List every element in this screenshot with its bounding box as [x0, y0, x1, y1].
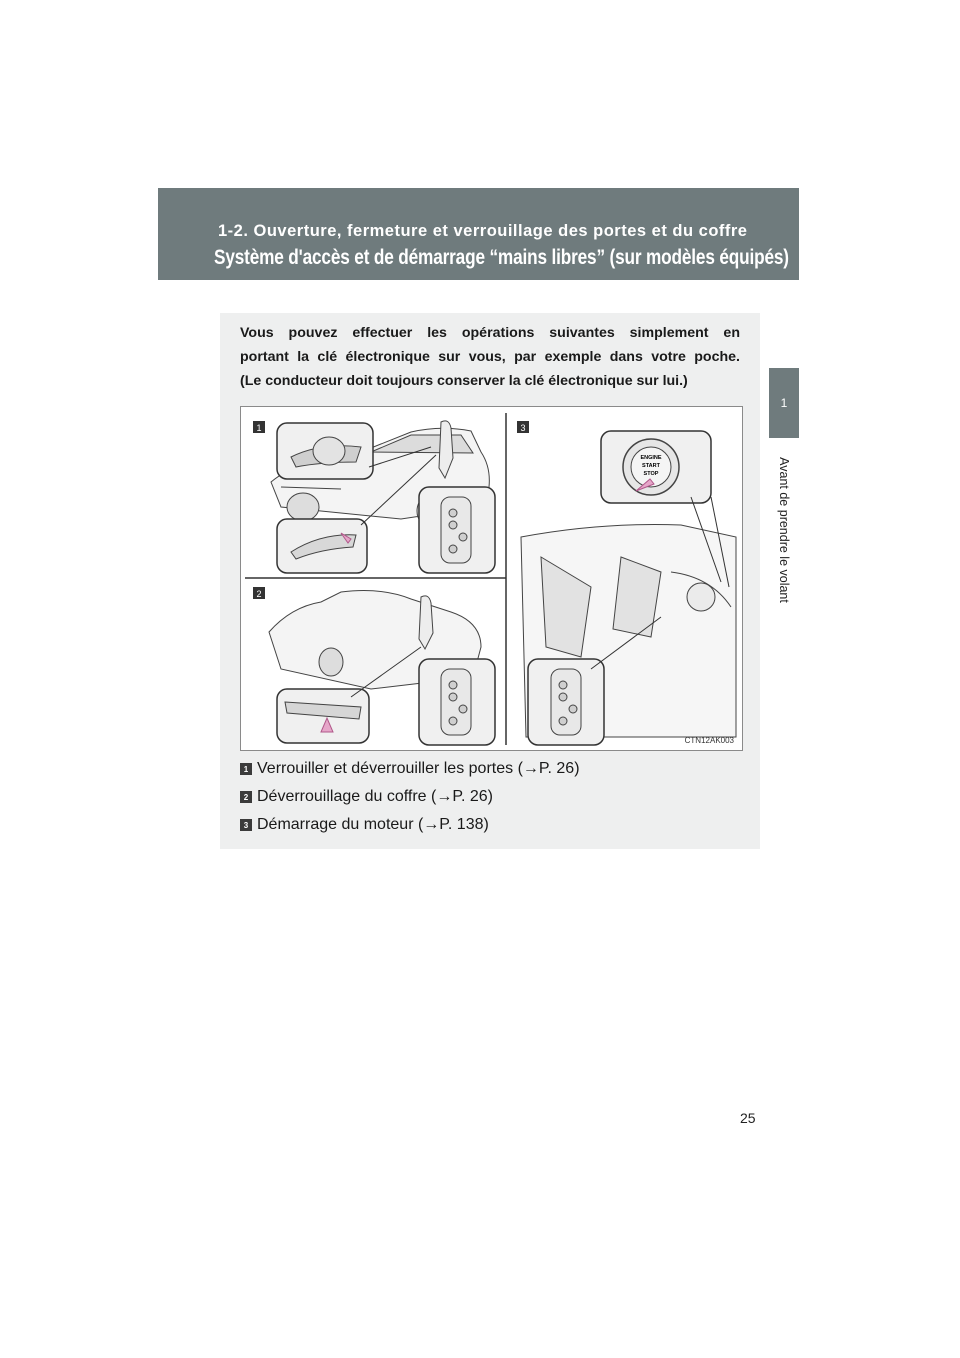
marker-2	[253, 587, 265, 599]
intro-text	[240, 321, 740, 393]
door-handle-zoom-2	[277, 519, 367, 573]
door-handle-zoom-1	[277, 423, 373, 479]
svg-text:1: 1	[256, 423, 262, 433]
key-fob-3	[528, 659, 604, 745]
figure-code: CTN12AK003	[684, 736, 734, 745]
intro-line: (Le conducteur doit toujours conserver la clé électronique sur lui.)	[240, 373, 688, 389]
stop-label: STOP	[643, 471, 659, 477]
item-text[interactable]: Démarrage du moteur (→P. 138)	[257, 816, 489, 833]
list-item	[240, 783, 740, 811]
section-subtitle: 1-2. Ouverture, fermeture et verrouillage des portes et du coffre	[218, 222, 748, 240]
list-item	[240, 755, 740, 783]
svg-text:2: 2	[256, 589, 262, 599]
start-label: START	[642, 463, 660, 469]
marker-3	[517, 421, 529, 433]
illustration-drawing	[241, 407, 742, 750]
key-fob-1	[419, 487, 495, 573]
content-panel	[220, 313, 760, 849]
start-button-zoom	[601, 431, 711, 503]
illustration	[240, 406, 743, 751]
engine-label: ENGINE	[640, 455, 662, 461]
marker-1	[253, 421, 265, 433]
page-title: Système d'accès et de démarrage “mains libres” (sur modèles équipés)	[214, 246, 789, 269]
section-header	[158, 188, 799, 280]
intro-line: portant la clé électronique sur vous, par exemple dans votre poche.	[240, 349, 740, 365]
svg-text:3: 3	[520, 423, 526, 433]
trunk-zoom	[277, 689, 369, 743]
feature-list	[240, 755, 740, 839]
list-item	[240, 811, 740, 839]
chapter-label	[769, 440, 799, 620]
item-number: 2	[240, 791, 252, 803]
intro-line: Vous pouvez effectuer les opérations suivantes simplement en	[240, 325, 740, 341]
item-number: 3	[240, 819, 252, 831]
chapter-label-text: Avant de prendre le volant	[777, 457, 792, 603]
item-number: 1	[240, 763, 252, 775]
item-text[interactable]: Déverrouillage du coffre (→P. 26)	[257, 788, 493, 805]
chapter-number: 1	[780, 396, 788, 410]
page-number: 25	[740, 1110, 756, 1126]
key-fob-2	[419, 659, 495, 745]
chapter-tab[interactable]	[769, 368, 799, 438]
item-text[interactable]: Verrouiller et déverrouiller les portes (→P. 26)	[257, 760, 580, 777]
